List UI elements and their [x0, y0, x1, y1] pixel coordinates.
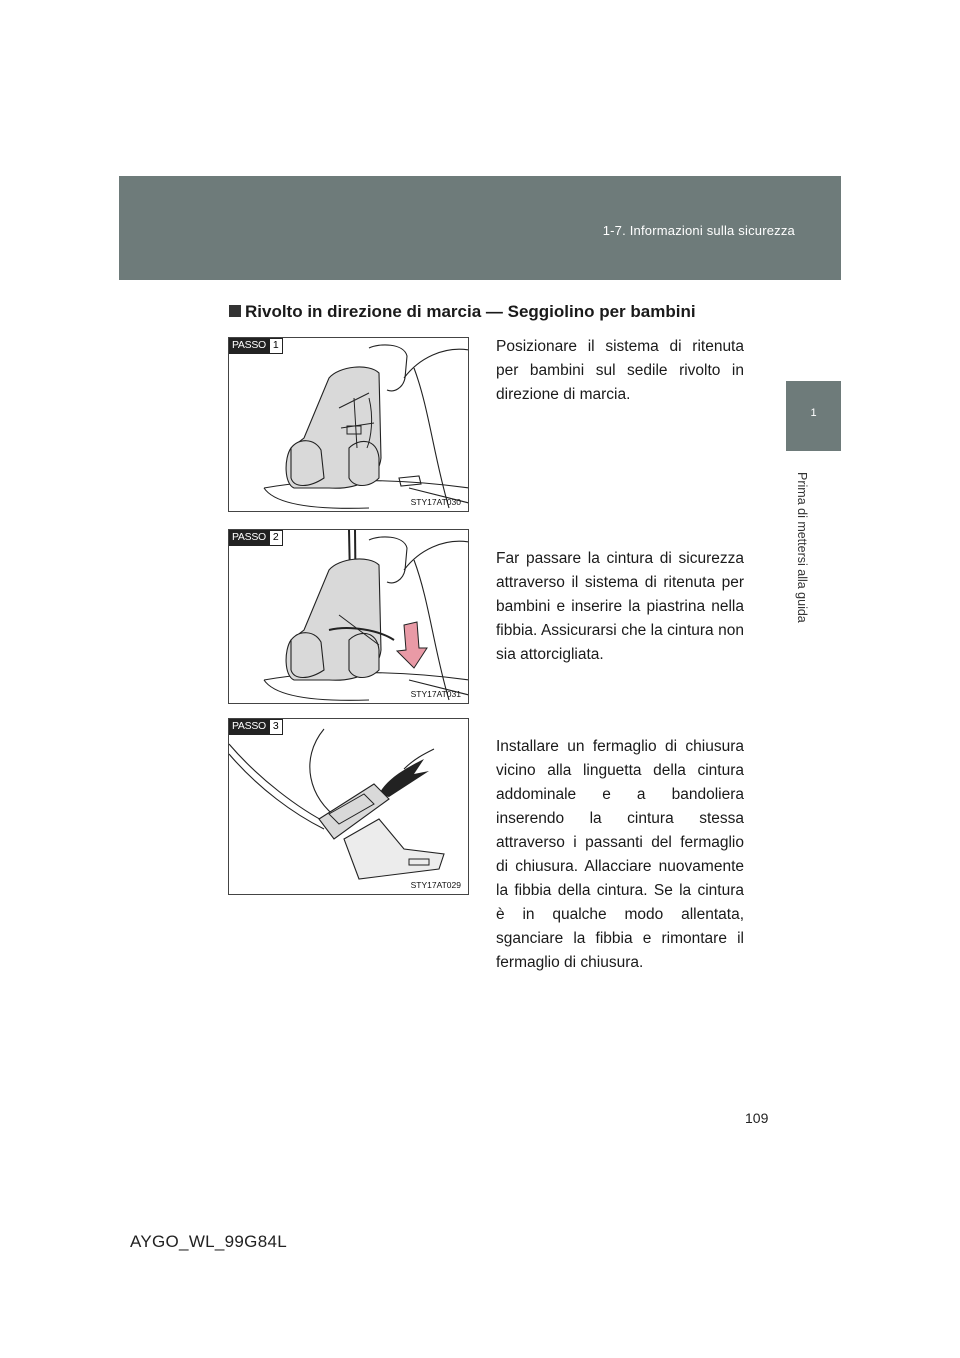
- figure-code: STY17AT029: [410, 880, 461, 890]
- step-badge-1: [229, 338, 283, 354]
- bullet-square-icon: [229, 305, 241, 317]
- figure-step-1: [228, 337, 469, 512]
- step-badge-word: PASSO: [229, 719, 269, 735]
- step-badge-number: 2: [269, 530, 283, 546]
- figure-code: STY17AT031: [410, 689, 461, 699]
- chapter-title: Prima di mettersi alla guida: [795, 471, 809, 623]
- child-seat-belt-illustration: [229, 530, 469, 704]
- figure-step-2: [228, 529, 469, 704]
- document-code: AYGO_WL_99G84L: [130, 1232, 287, 1251]
- page-number: 109: [745, 1110, 769, 1126]
- push-arrow-icon: [397, 622, 427, 668]
- pointer-arrow-icon: [379, 759, 429, 797]
- figure-code: STY17AT030: [410, 497, 461, 507]
- step-badge-2: [229, 530, 283, 546]
- section-heading: [229, 302, 696, 322]
- step-2-text: Far passare la cintura di sicurezza attraverso il sistema di ritenuta per bambini e inserire la piastrina nella fibbia. Assicurarsi che la cintura non sia attorcigliata.: [496, 550, 744, 663]
- section-heading-text: Rivolto in direzione di marcia — Seggiolino per bambini: [245, 302, 696, 321]
- step-badge-number: 3: [269, 719, 283, 735]
- locking-clip-illustration: [229, 719, 469, 895]
- step-badge-word: PASSO: [229, 338, 269, 354]
- figure-step-3: [228, 718, 469, 895]
- step-3-text: Installare un fermaglio di chiusura vicino alla linguetta della cintura addominale e a bandoliera inserendo la cintura stessa attraverso i passanti del fermaglio di chiusura. Allacciare nuovamente la fibbia della cintura. Se la cintura è in qualche modo allentata, sganciare la fibbia e rimontare il fermaglio di chiusura.: [496, 738, 744, 971]
- step-1-text: Posizionare il sistema di ritenuta per bambini sul sedile rivolto in direzione di marcia.: [496, 338, 744, 403]
- step-badge-word: PASSO: [229, 530, 269, 546]
- child-seat-illustration: [229, 338, 469, 512]
- section-title: 1-7. Informazioni sulla sicurezza: [602, 223, 795, 238]
- step-badge-number: 1: [269, 338, 283, 354]
- chapter-number: 1: [810, 407, 817, 419]
- step-badge-3: [229, 719, 283, 735]
- header-band: [119, 176, 841, 280]
- chapter-tab: [786, 381, 841, 451]
